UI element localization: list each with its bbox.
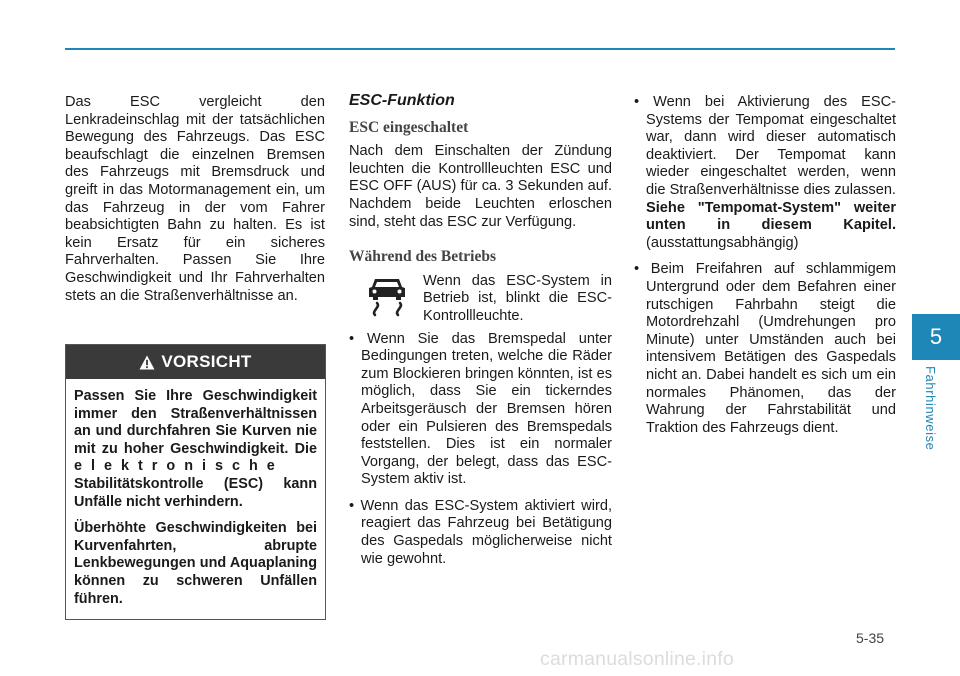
caution-title: VORSICHT bbox=[161, 352, 252, 371]
caution-text-a: Passen Sie Ihre Geschwindigkeit immer den Straßenverhältnissen an und durchfahren Sie Kurven nie mit zu hoher Geschwindigkeit. Die bbox=[74, 388, 317, 457]
warning-triangle-icon bbox=[139, 355, 155, 370]
caution-paragraph-1 bbox=[74, 388, 317, 511]
subheading-operation: Während des Betriebs bbox=[349, 248, 496, 266]
esc-indicator-row bbox=[349, 273, 612, 326]
column-right bbox=[634, 94, 896, 437]
caution-body bbox=[66, 379, 325, 608]
column-middle bbox=[349, 92, 612, 568]
esc-skid-car-icon bbox=[361, 273, 413, 317]
cruise-text: • Wenn bei Aktivierung des ESC-Systems der Tempomat eingeschaltet war, dann wird dieser automatisch deaktiviert. Der Tempomat kann wieder eingeschaltet werden, wenn die Straßenverhältnisse dies zulassen. bbox=[634, 94, 896, 198]
page-number: 5-35 bbox=[856, 630, 885, 646]
caution-paragraph-2: Überhöhte Geschwindigkeiten bei Kurvenfahrten, abrupte Lenkbewegungen und Aquaplaning können zu schweren Unfällen führen. bbox=[74, 520, 317, 607]
list-item: • Wenn Sie das Bremspedal unter Bedingungen treten, welche die Räder zum Blockieren bringen könnten, ist es möglich, dass Sie ein tickerndes Arbeitsgeräusch der Bremsen hören oder ein Pulsieren des Bremspedals feststellen. Dies ist ein normaler Vorgang, der belegt, dass das ESC-System aktiv ist. bbox=[349, 330, 612, 488]
caution-box bbox=[65, 344, 326, 620]
esc-on-paragraph: Nach dem Einschalten der Zündung leuchten die Kontrollleuchten ESC und ESC OFF (AUS) für ca. 3 Sekunden auf. Nachdem beide Leuchten erloschen sind, steht das ESC zur Verfügung. bbox=[349, 143, 612, 230]
list-item bbox=[634, 94, 896, 252]
caution-header bbox=[66, 345, 325, 379]
caution-text-c: Stabilitätskontrolle (ESC) kann Unfälle nicht verhindern. bbox=[74, 475, 317, 510]
header-rule bbox=[65, 48, 895, 50]
watermark: carmanualsonline.info bbox=[540, 648, 734, 670]
chapter-label: Fahrhinweise bbox=[923, 366, 938, 451]
esc-indicator-text: Wenn das ESC-System in Betrieb ist, blinkt die ESC-Kontrollleuchte. bbox=[423, 272, 612, 324]
column-left bbox=[65, 94, 325, 305]
caution-text-b: elektronische bbox=[74, 458, 284, 475]
equipment-note: (ausstattungsabhängig) bbox=[646, 234, 799, 251]
section-heading: ESC-Funktion bbox=[349, 92, 455, 109]
cruise-reference: Siehe "Tempomat-System" weiter unten in diesem Kapitel. bbox=[646, 199, 896, 234]
list-item: • Beim Freifahren auf schlammigem Untergrund oder dem Befahren einer rutschigen Fahrbahn steigt die Motordrehzahl (Umdrehungen pro Minute) unter Umständen auch bei intensivem Betätigen des Gaspedals nicht an. Dabei handelt es sich um ein normales Phänomen, das der Wahrung der Fahrstabilität und Traktion des Fahrzeugs dient. bbox=[634, 261, 896, 436]
chapter-tab: 5 bbox=[912, 314, 960, 360]
list-item: • Wenn das ESC-System aktiviert wird, reagiert das Fahrzeug bei Betätigung des Gaspedals möglicherweise nicht wie gewohnt. bbox=[349, 497, 612, 567]
subheading-esc-on: ESC eingeschaltet bbox=[349, 118, 469, 136]
intro-paragraph: Das ESC vergleicht den Lenkradeinschlag mit der tatsächlichen Bewegung des Fahrzeugs. Das ESC beaufschlagt die einzelnen Bremsen des Fahrzeugs mit Bremsdruck und greift in das Motormanagement ein, um das Fahrzeug in der vom Fahrer beabsichtigten Bahn zu halten. Es ist kein Ersatz für ein sicheres Fahrverhalten. Passen Sie Ihre Geschwindigkeit und Ihr Fahrverhalten stets an die Straßenverhältnisse an. bbox=[65, 94, 325, 304]
